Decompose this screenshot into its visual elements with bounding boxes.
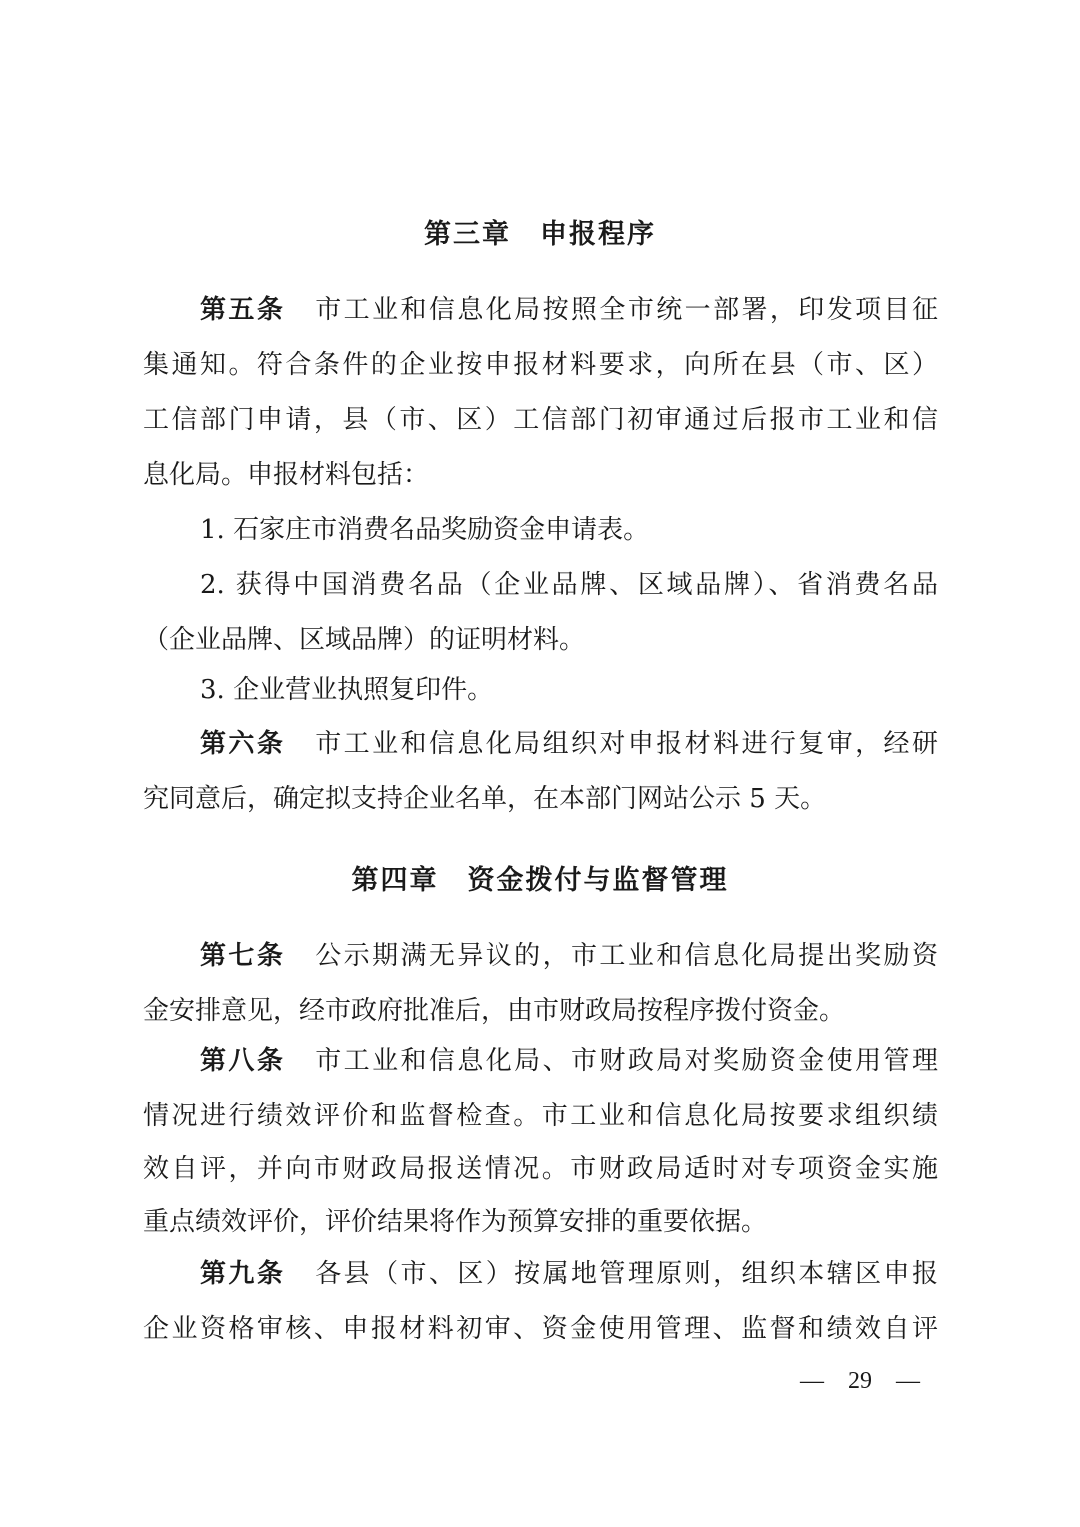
article-6-line-2: 究同意后，确定拟支持企业名单，在本部门网站公示 5 天。 [143,784,827,814]
article-8-text-1: 市工业和信息化局、市财政局对奖励资金使用管理 [315,1046,938,1076]
article-8-line-2: 情况进行绩效评价和监督检查。市工业和信息化局按要求组织绩 [143,1101,938,1131]
article-7-label: 第七条 [200,941,286,971]
article-5-line-3: 工信部门申请，县（市、区）工信部门初审通过后报市工业和信 [143,405,938,435]
chapter-4-heading: 第四章 资金拨付与监督管理 [351,865,729,896]
list-item-3: 3. 企业营业执照复印件。 [200,675,494,705]
article-7-line-1 [200,939,938,973]
article-8-line-4: 重点绩效评价，评价结果将作为预算安排的重要依据。 [143,1207,768,1237]
article-6-line-1 [200,727,938,761]
list-item-1: 1. 石家庄市消费名品奖励资金申请表。 [200,515,650,545]
article-9-text-1: 各县（市、区）按属地管理原则，组织本辖区申报 [315,1259,938,1289]
article-8-line-1 [200,1044,938,1078]
article-5-line-4: 息化局。申报材料包括： [143,460,430,490]
article-5-label: 第五条 [200,295,286,325]
article-9-line-1 [200,1257,938,1291]
article-9-line-2: 企业资格审核、申报材料初审、资金使用管理、监督和绩效自评 [143,1314,938,1344]
page-number: — 29 — [800,1368,920,1394]
article-7-text-1: 公示期满无异议的，市工业和信息化局提出奖励资 [315,941,938,971]
article-5-line-2: 集通知。符合条件的企业按申报材料要求，向所在县（市、区） [143,350,938,380]
article-6-text-1: 市工业和信息化局组织对申报材料进行复审，经研 [315,729,938,759]
list-item-2-line-1: 2. 获得中国消费名品（企业品牌、区域品牌）、省消费名品 [200,570,938,600]
list-item-2-line-2: （企业品牌、区域品牌）的证明材料。 [143,625,586,655]
article-6-label: 第六条 [200,729,286,759]
article-5-text-1: 市工业和信息化局按照全市统一部署，印发项目征 [315,295,938,325]
article-5-line-1 [200,293,938,327]
article-8-label: 第八条 [200,1046,286,1076]
chapter-3-heading: 第三章 申报程序 [424,219,656,250]
article-9-label: 第九条 [200,1259,286,1289]
article-8-line-3: 效自评，并向市财政局报送情况。市财政局适时对专项资金实施 [143,1154,938,1184]
article-7-line-2: 金安排意见，经市政府批准后，由市财政局按程序拨付资金。 [143,996,846,1026]
